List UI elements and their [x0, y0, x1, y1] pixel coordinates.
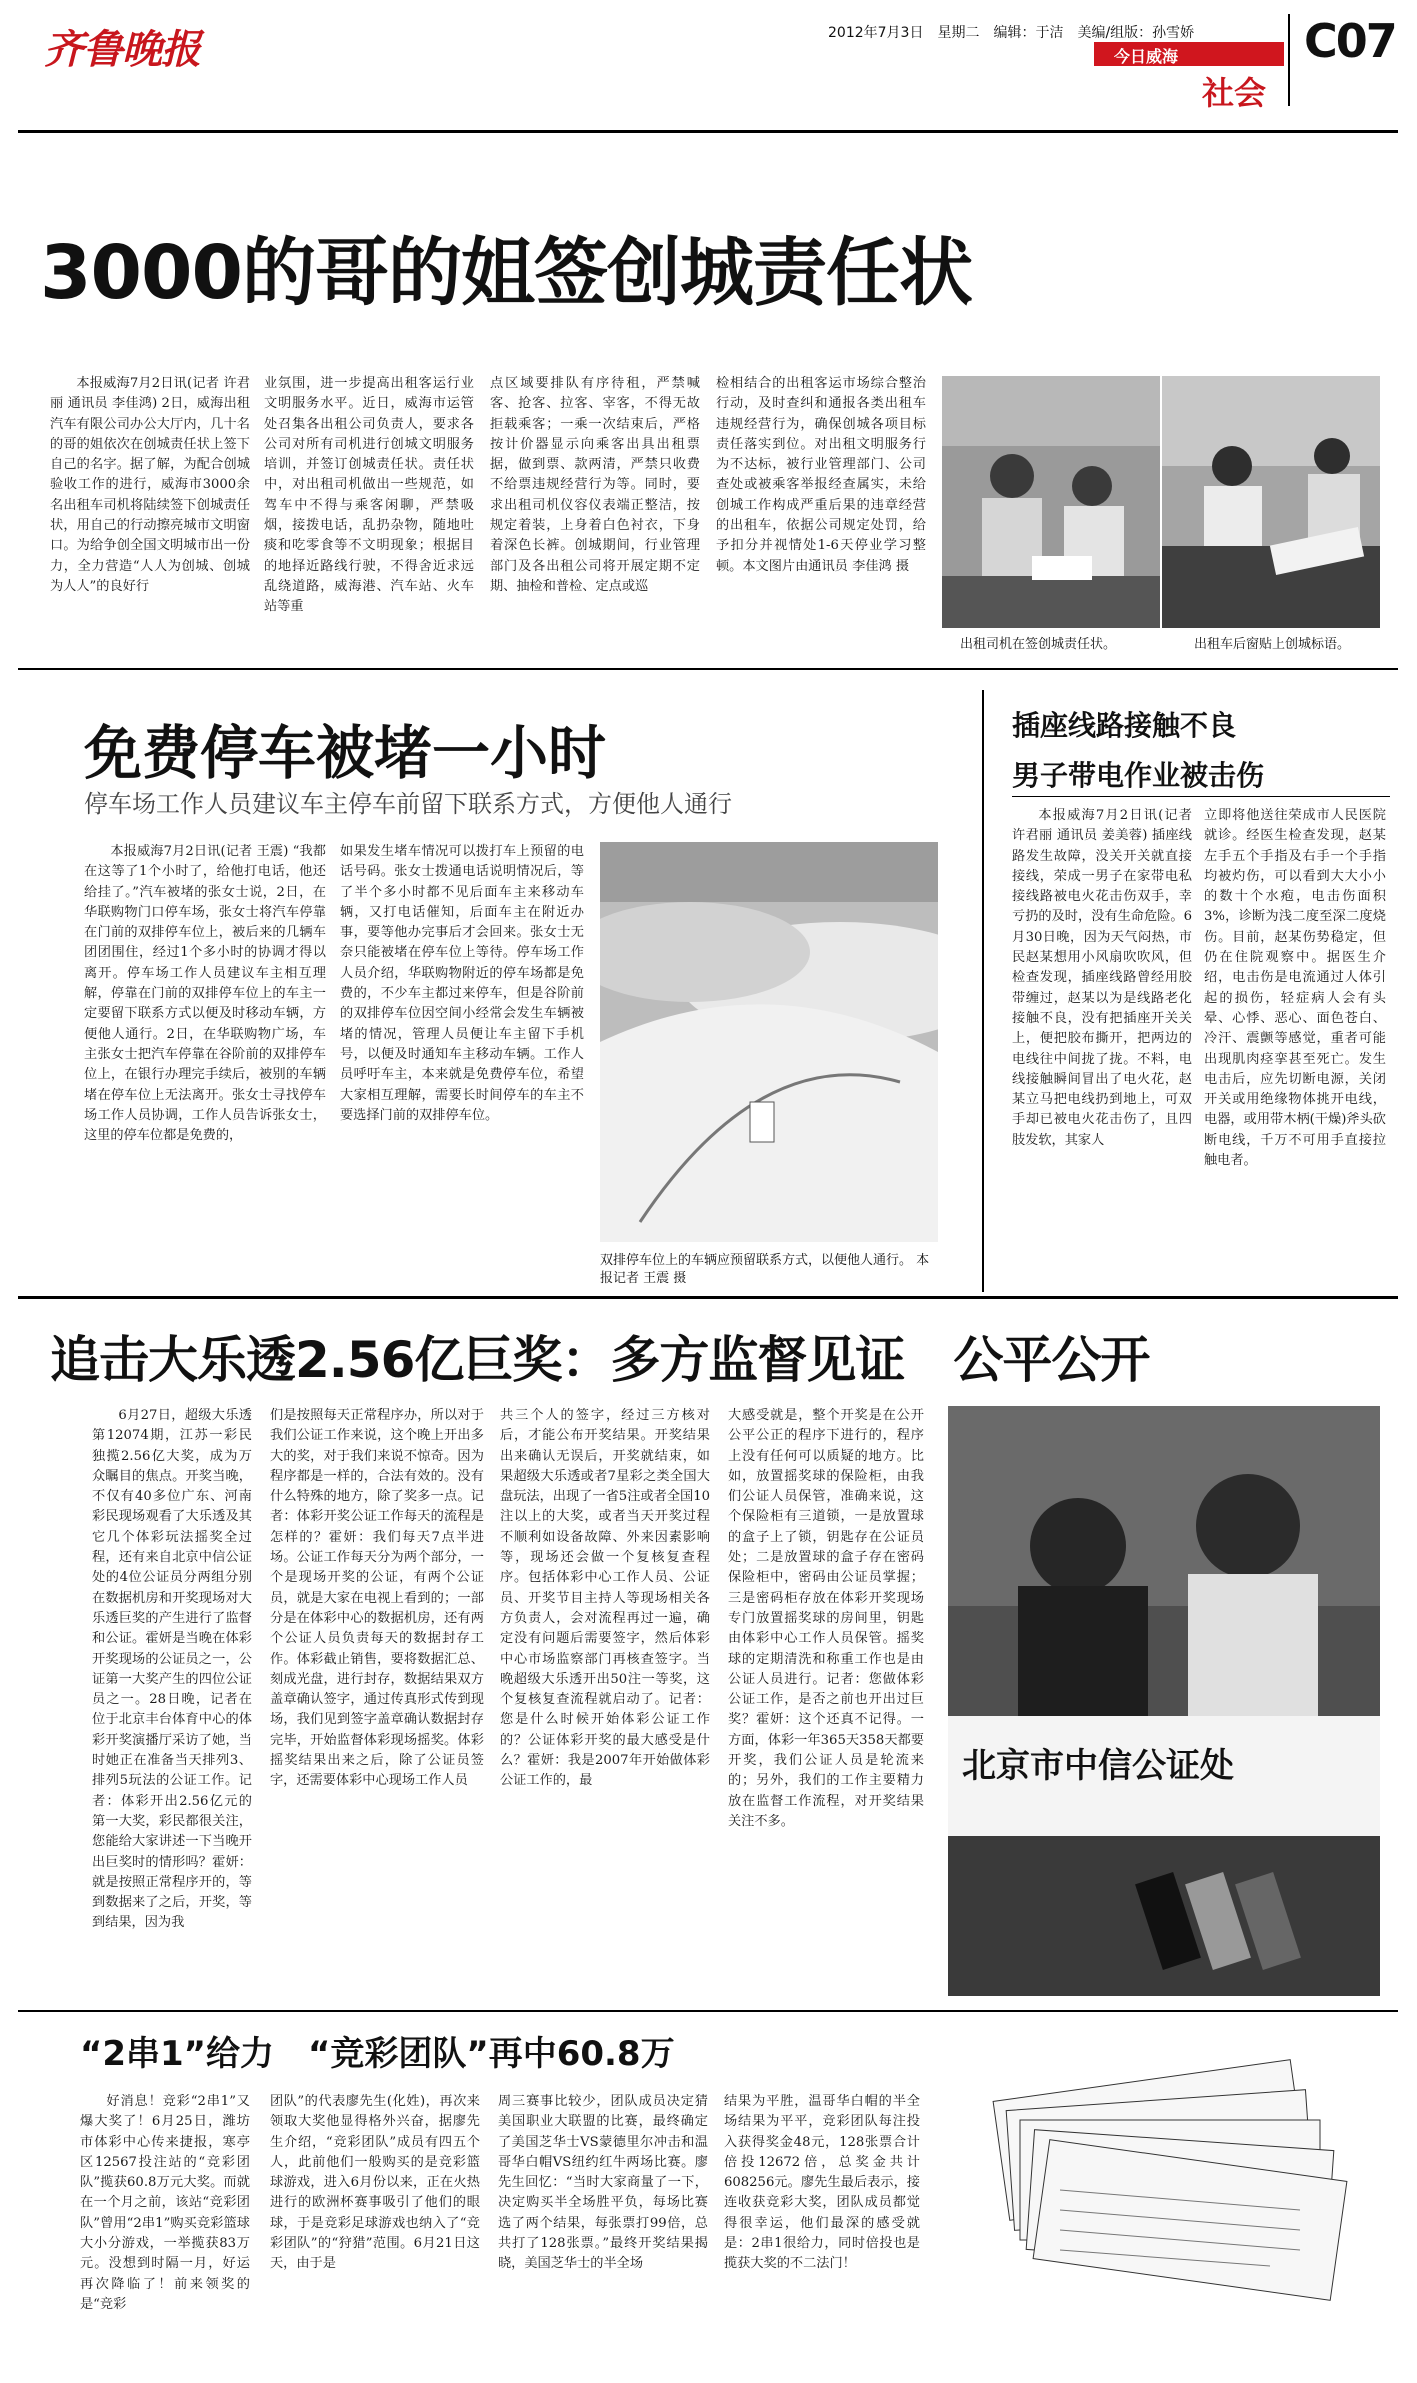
story5-col1-text: 好消息！竞彩“2串1”又爆大奖了！6月25日，潍坊市体彩中心传来捷报，寒亭区12567投注站的“竞彩团队”揽获60.8万元大奖。而就在一个月之前，该站“竞彩团队”曾用“2串1”购买竞彩篮球大小分游戏，一举揽获83万元。没想到时隔一月，好运再次降临了！前来领奖的是“竞彩 [80, 2094, 250, 2312]
story1-col2-text: 业氛围，进一步提高出租客运行业文明服务水平。近日，威海市运管处召集各出租公司负责人，要求各公司对所有司机进行创城文明服务培训，并签订创城责任状。责任状中，对出租司机做出一些规范，如驾车中不得与乘客闲聊，严禁吸烟，接拨电话，乱扔杂物，随地吐痰和吃零食等不文明现象；根据目的地择近路线行驶，不得舍近求远乱绕道路，威海港、汽车站、火车站等重 [264, 376, 474, 615]
story4-col4-text: 大感受就是，整个开奖是在公开公平公正的程序下进行的，程序上没有任何可以质疑的地方。比如，放置摇奖球的保险柜，由我们公证人员保管，准确来说，这个保险柜有三道锁，一是放置球的盒子上了锁，钥匙存在公证员处；二是放置球的盒子存在密码保险柜中，密码由公证员掌握；三是密码柜存放在体彩开奖现场专门放置摇奖球的房间里，钥匙由体彩中心工作人员保管。摇奖球的定期清洗和称重工作也是由公证人员进行。记者：您做体彩公证工作，是否之前也开出过巨奖？霍妍：这个还真不记得。一方面，体彩一年365天358天都要开奖，我们公证人员是轮流来的；另外，我们的工作主要精力放在监督工作流程，对开奖结果关注不多。 [728, 1408, 924, 1829]
story2-col2-text: 如果发生堵车情况可以拨打车上预留的电话号码。张女士拨通电话说明情况后，等了半个多小时都不见后面车主来移动车辆，又打电话催知，后面车主在附近办事，要等他办完事后才会回来。张女士无奈只能被堵在停车位上等待。停车场工作人员介绍，华联购物附近的停车场都是免费的，不少车主都过来停车，但是谷阶前的双排停车位因空间小经常会发生车辆被堵的情况，管理人员便让车主留下手机号，以便及时通知车主移动车辆。工作人员呼吁车主，本来就是免费停车位，希望大家相互理解，需要长时间停车的车主不要选择门前的双排停车位。 [340, 844, 584, 1123]
story4-photo [948, 1406, 1380, 1996]
story5-col4-text: 结果为平胜，温哥华白帽的半全场结果为平平，竞彩团队每注投入获得奖金48元，128张票合计倍投12672倍，总奖金共计608256元。廖先生最后表示，接连收获竞彩大奖，团队成员都觉得很幸运，他们最深的感受就是：2串1很给力，同时倍投也是揽获大奖的不二法门！ [724, 2094, 920, 2272]
story5-col3-text: 周三赛事比较少，团队成员决定猜美国职业大联盟的比赛，最终确定了美国芝华士VS蒙德里尔冲击和温哥华白帽VS纽约红牛两场比赛。廖先生回忆：“当时大家商量了一下，决定购买半全场胜平负，每场比赛选了两个结果，每张票打99倍，总共打了128张票。”最终开奖结果揭晓，美国芝华士的半全场 [498, 2094, 708, 2272]
notary-office-sign: 北京市中信公证处 [962, 1746, 1234, 1786]
story2-col1 [84, 842, 326, 1290]
story1-headline: 3000的哥的姐签创城责任状 [40, 230, 972, 316]
story2-vertical-rule [982, 690, 984, 1292]
story3-col1-text: 本报威海7月2日讯(记者 许君丽 通讯员 姜美蓉) 插座线路发生故障，没关开关就直接接线，荣成一男子在家带电私接线路被电火花击伤双手，幸亏扔的及时，没有生命危险。6月30日晚，因为天气闷热，市民赵某想用小风扇吹吹风，但检查发现，插座线路曾经用胶带缠过，赵某以为是线路老化接触不良，没有把插座开关关上，便把胶布撕开，把两边的电线往中间拢了拢。不料，电线接触瞬间冒出了电火花，赵某立马把电线扔到地上，可双手却已被电火花击伤了，且四肢发软，其家人 [1012, 808, 1192, 1148]
masthead [0, 0, 1417, 120]
story2-headline: 免费停车被堵一小时 [84, 719, 607, 787]
story2-photo [600, 842, 938, 1242]
lottery-tickets-image [940, 2040, 1380, 2356]
story2-caption: 双排停车位上的车辆应预留联系方式，以便他人通行。 本报记者 王震 摄 [600, 1253, 930, 1286]
story4-col2 [270, 1406, 484, 2006]
section-banner-text: 今日威海 [1114, 47, 1179, 66]
story5-col1 [80, 2092, 250, 2362]
section-banner [1094, 42, 1284, 66]
story5-headline: “2串1”给力 “竞彩团队”再中60.8万 [80, 2034, 675, 2074]
story4-col1 [92, 1406, 252, 2006]
story1-col1 [50, 374, 250, 640]
story2-photo-image [600, 842, 938, 1242]
story1-col4-text: 检相结合的出租客运市场综合整治行动，及时查纠和通报各类出租车违规经营行为，确保创城各项目标责任落实到位。对出租文明服务行为不达标，被行业管理部门、公司查处或被乘客举报经查属实，未给创城工作构成严重后果的违章经营的出租车，依据公司规定处罚，给予扣分并视情处1-6天停业学习整顿。本文图片由通讯员 李佳鸿 摄 [716, 376, 926, 574]
story1-col2 [264, 374, 474, 640]
story4-headline: 追击大乐透2.56亿巨奖：多方监督见证 公平公开 [50, 1331, 1150, 1389]
date-line: 2012年7月3日 星期二 编辑：于洁 美编/组版：孙雪娇 [828, 25, 1195, 41]
story5-col2 [270, 2092, 480, 2362]
story2-col2 [340, 842, 584, 1290]
story4-col3 [500, 1406, 710, 2006]
story2-subhead: 停车场工作人员建议车主停车前留下联系方式，方便他人通行 [84, 790, 732, 818]
story3-col1 [1012, 806, 1192, 1290]
story4-photo-image [948, 1406, 1380, 1996]
story5-col3 [498, 2092, 708, 2362]
masthead-divider [1288, 14, 1290, 106]
story3-col2-text: 立即将他送往荣成市人民医院就诊。经医生检查发现，赵某左手五个手指及右手一个手指均被灼伤，可以看到大大小小的数十个水疱，电击伤面积3%，诊断为浅二度至深二度烧伤。目前，赵某伤势稳定，但仍在住院观察中。据医生介绍，电击伤是电流通过人体引起的损伤，轻症病人会有头晕、心悸、恶心、面色苍白、冷汗、震颤等感觉，重者可能出现肌肉痉挛甚至死亡。发生电击后，应先切断电源，关闭开关或用绝缘物体挑开电线，电器，或用带木柄(干燥)斧头砍断电线，千万不可用手直接拉触电者。 [1204, 808, 1386, 1169]
story1-caption-right: 出租车后窗贴上创城标语。 [1194, 637, 1351, 652]
story4-bottom-rule [18, 2010, 1398, 2012]
story4-col3-text: 共三个人的签字，经过三方核对后，才能公布开奖结果。开奖结果出来确认无误后，开奖就结束，如果超级大乐透或者7星彩之类全国大盘玩法，出现了一省5注或者全国10注以上的大奖，或者当天开奖过程不顺利如设备故障、外来因素影响等，现场还会做一个复核复查程序。包括体彩中心工作人员、公证员、开奖节目主持人等现场相关各方负责人，会对流程再过一遍，确定没有问题后需要签字，然后体彩中心市场监察部门再核查签字。当晚超级大乐透开出50注一等奖，这个复核复查流程就启动了。记者：您是什么时候开始体彩公证工作的？公证体彩开奖的最大感受是什么？霍妍：我是2007年开始做体彩公证工作的，最 [500, 1408, 710, 1789]
story5-photo-tickets [940, 2040, 1380, 2356]
story4-col4 [728, 1406, 924, 2006]
story4-col2-text: 们是按照每天正常程序办，所以对于我们公证工作来说，这个晚上开出多大的奖，对于我们来说不惊奇。因为程序都是一样的，合法有效的。没有什么特殊的地方，除了奖多一点。记者：体彩开奖公证工作每天的流程是怎样的？霍妍：我们每天7点半进场。公证工作每天分为两个部分，一个是现场开奖的公证，有两个公证员，就是大家在电视上看到的；一部分是在体彩中心的数据机房，还有两个公证人员负责每天的数据封存工作。体彩截止销售，要将数据汇总、刻成光盘，进行封存，数据结果双方盖章确认签字，通过传真形式传到现场，我们见到签字盖章确认数据封存完毕，开始监督体彩现场摇奖。体彩摇奖结果出来之后，除了公证员签字，还需要体彩中心现场工作人员 [270, 1408, 484, 1789]
story2-col1-text: 本报威海7月2日讯(记者 王震) “我都在这等了1个小时了，给他打电话，他还给挂了。”汽车被堵的张女士说，2日，在华联购物门口停车场，张女士将汽车停靠在门前的双排停车位上，被后来的几辆车团团围住，经过1个多小时的协调才得以离开。停车场工作人员建议车主相互理解，停靠在门前的双排停车位上的车主一定要留下联系方式以便及时移动车辆，方便他人通行。2日，在华联购物广场，车主张女士把汽车停靠在谷阶前的双排停车位上，在银行办理完手续后，被别的车辆堵在停车位上无法离开。张女士寻找停车场工作人员协调，工作人员告诉张女士，这里的停车位都是免费的， [84, 844, 326, 1144]
story5-col2-text: 团队”的代表廖先生(化姓)，再次来领取大奖他显得格外兴奋，据廖先生介绍，“竞彩团队”成员有四五个人，此前他们一般购买的是竞彩篮球游戏，进入6月份以来，正在火热进行的欧洲杯赛事吸引了他们的眼球，于是竞彩足球游戏也纳入了“竞彩团队”的“狩猎”范围。6月21日这天，由于是 [270, 2094, 480, 2272]
section-name: 社会 [1202, 74, 1267, 112]
story1-col3-text: 点区域要排队有序待租，严禁喊客、抢客、拉客、宰客，不得无故拒载乘客；一乘一次结束后，严格按计价器显示向乘客出具出租票据，做到票、款两清，严禁只收费不给票违规经营行为等。同时，要求出租司机仪容仪表端正整洁，按规定着装，上身着白色衬衣，下身着深色长裤。创城期间，行业管理部门及各出租公司将开展定期不定期、抽检和普检、定点或巡 [490, 376, 700, 594]
story1-col4 [716, 374, 926, 640]
story1-photo-left-image [942, 376, 1160, 628]
story1-caption-left: 出租司机在签创城责任状。 [960, 637, 1117, 652]
newspaper-logo: 齐鲁晚报 [44, 26, 200, 73]
story1-photo-left [942, 376, 1160, 628]
story1-photo-right-image [1162, 376, 1380, 628]
story3-headline-line1: 插座线路接触不良 [1012, 709, 1237, 742]
story5-col4 [724, 2092, 920, 2362]
story3-col2 [1204, 806, 1386, 1290]
story1-bottom-rule [18, 668, 1398, 670]
story3-headline-rule [1012, 796, 1390, 797]
story3-headline-line2: 男子带电作业被击伤 [1012, 759, 1265, 792]
story1-col3 [490, 374, 700, 640]
story1-col1-text: 本报威海7月2日讯(记者 许君丽 通讯员 李佳鸿) 2日，威海出租汽车有限公司办公大厅内，几十名的哥的姐依次在创城责任状上签下自己的名字。据了解，为配合创城验收工作的进行，威海市3000余名出租车司机将陆续签下创城责任状，用自己的行动擦亮城市文明窗口。为给争创全国文明城市出一份力，全力营造“人人为创城、创城为人人”的良好行 [50, 376, 250, 594]
masthead-rule [18, 130, 1398, 133]
section-divider [18, 1296, 1398, 1299]
story4-col1-text: 6月27日，超级大乐透第12074期，江苏一彩民独揽2.56亿大奖，成为万众瞩目的焦点。开奖当晚，不仅有40多位广东、河南彩民现场观看了大乐透及其它几个体彩玩法摇奖全过程，还有来自北京中信公证处的4位公证员分两组分别在数据机房和开奖现场对大乐透巨奖的产生进行了监督和公证。霍妍是当晚在体彩开奖现场的公证员之一，公证第一大奖产生的四位公证员之一。28日晚，记者在位于北京丰台体育中心的体彩开奖演播厅采访了她，当时她正在准备当天排列3、排列5玩法的公证工作。记者：体彩开出2.56亿元的第一大奖，彩民都很关注，您能给大家讲述一下当晚开出巨奖时的情形吗？霍妍：就是按照正常程序开的，等到数据来了之后，开奖，等到结果，因为我 [92, 1408, 252, 1931]
story1-photo-right [1162, 376, 1380, 628]
page-number: C07 [1304, 14, 1396, 68]
